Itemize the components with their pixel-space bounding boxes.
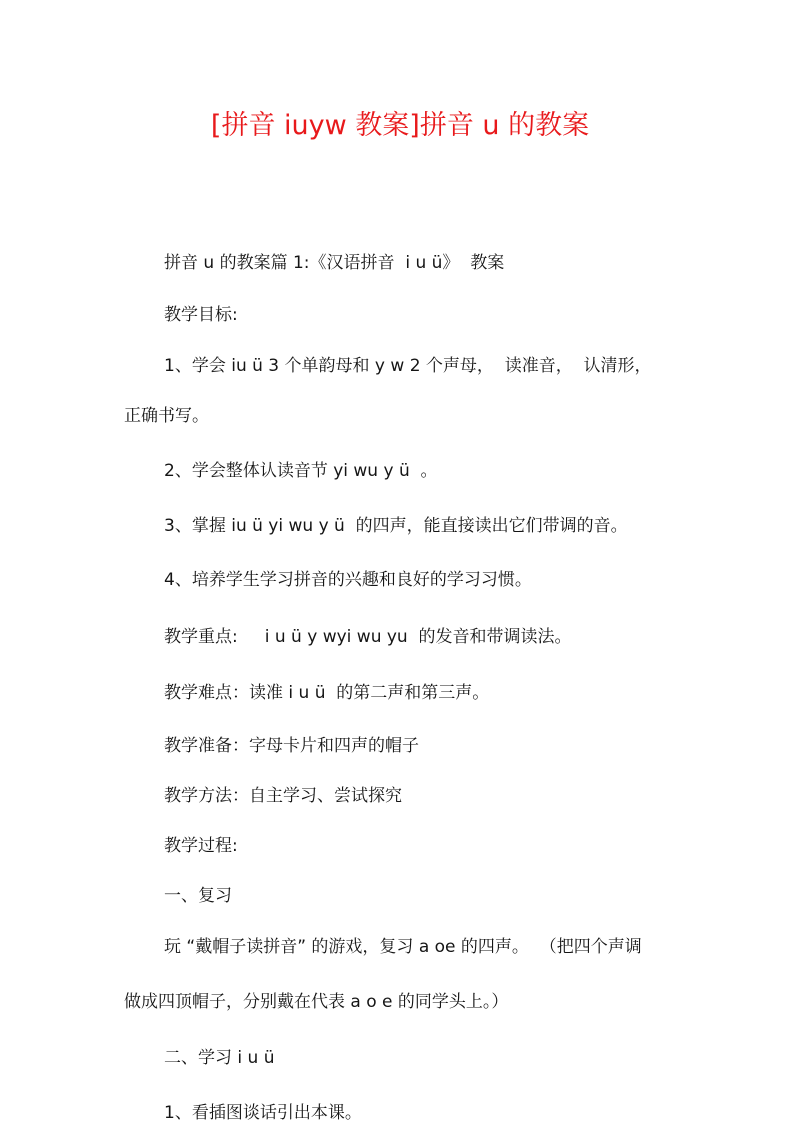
body-line-preparation: 教学准备：字母卡片和四声的帽子 bbox=[164, 736, 419, 756]
document-title: [拼音 iuyw 教案]拼音 u 的教案 bbox=[210, 110, 590, 141]
body-line-objective-3: 3、掌握 iu ü yi wu y ü 的四声，能直接读出它们带调的音。 bbox=[164, 516, 628, 536]
body-line-objective-1-cont: 正确书写。 bbox=[124, 406, 209, 426]
body-line-objectives-label: 教学目标: bbox=[164, 305, 238, 325]
body-line-process-label: 教学过程: bbox=[164, 836, 238, 856]
body-line-methods: 教学方法：自主学习、尝试探究 bbox=[164, 786, 402, 806]
body-line-objective-4: 4、培养学生学习拼音的兴趣和良好的学习习惯。 bbox=[164, 570, 532, 590]
body-line-section-review: 一、复习 bbox=[164, 886, 232, 906]
body-line-objective-1: 1、学会 iu ü 3 个单韵母和 y w 2 个声母， 读准音， 认清形， bbox=[164, 356, 652, 376]
body-line-review-game-cont: 做成四顶帽子，分别戴在代表 a o e 的同学头上。） bbox=[124, 992, 509, 1012]
body-line-section-learn: 二、学习 i u ü bbox=[164, 1048, 275, 1068]
body-line-heading: 拼音 u 的教案篇 1:《汉语拼音 i u ü》 教案 bbox=[164, 253, 505, 273]
body-line-objective-2: 2、学会整体认读音节 yi wu y ü 。 bbox=[164, 461, 438, 481]
body-line-step-1: 1、看插图谈话引出本课。 bbox=[164, 1103, 362, 1123]
body-line-review-game: 玩 “戴帽子读拼音” 的游戏，复习 a oe 的四声。 （把四个声调 bbox=[164, 937, 642, 957]
body-line-key-points: 教学重点: i u ü y wyi wu yu 的发音和带调读法。 bbox=[164, 627, 572, 647]
body-line-difficulties: 教学难点：读准 i u ü 的第二声和第三声。 bbox=[164, 683, 490, 703]
